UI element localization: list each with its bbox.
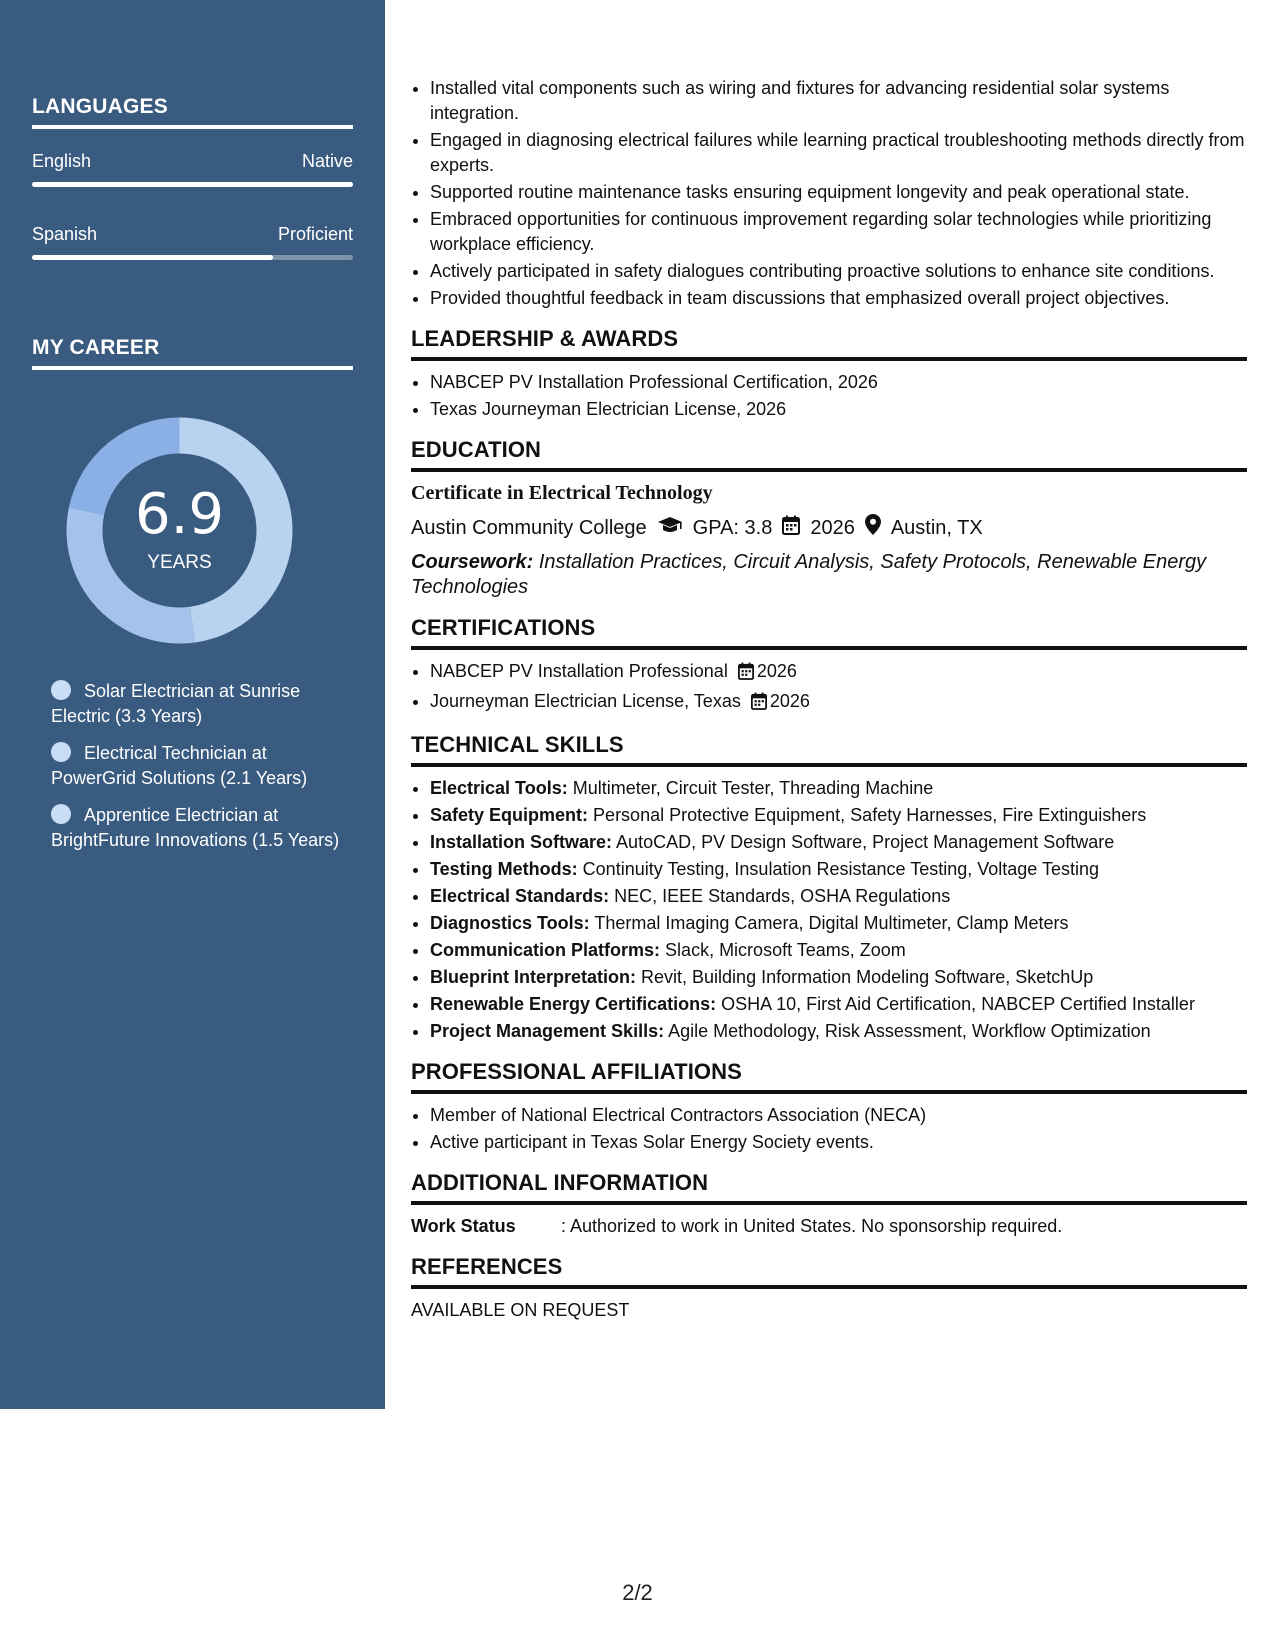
language-bar-english <box>32 182 353 187</box>
skill-label: Electrical Standards: <box>430 886 610 906</box>
list-item <box>430 992 1247 1017</box>
education-gpa: GPA: 3.8 <box>692 516 773 539</box>
language-name: Spanish <box>32 224 98 244</box>
affiliations-list <box>411 1103 1247 1155</box>
references-text: AVAILABLE ON REQUEST <box>411 1300 630 1320</box>
skill-value: Multimeter, Circuit Tester, Threading Machine <box>572 778 934 798</box>
career-item-label: Solar Electrician at Sunrise Electric (3.3 Years) <box>51 681 301 726</box>
graduation-cap-icon <box>657 516 683 541</box>
skill-label: Project Management Skills: <box>430 1021 665 1041</box>
language-row-spanish <box>32 224 353 245</box>
certification-name: NABCEP PV Installation Professional <box>430 661 728 681</box>
language-bar-fill <box>32 255 273 260</box>
list-item <box>430 857 1247 882</box>
page-number: 2/2 <box>622 1580 653 1605</box>
skill-label: Safety Equipment: <box>430 805 589 825</box>
skill-label: Installation Software: <box>430 832 613 852</box>
main-content <box>411 76 1247 1323</box>
list-item: • NABCEP PV Installation Professional Certification, 2026 <box>430 370 1247 395</box>
certifications-list <box>411 659 1247 717</box>
bullet-dot-icon <box>51 804 71 824</box>
education-degree: Certificate in Electrical Technology <box>411 482 713 504</box>
skill-value: Slack, Microsoft Teams, Zoom <box>665 940 906 960</box>
career-section <box>32 336 353 370</box>
section-title-additional: ADDITIONAL INFORMATION <box>411 1169 1247 1205</box>
career-item <box>51 803 351 853</box>
list-item: • Engaged in diagnosing electrical failures while learning practical troubleshooting methods directly from experts. <box>430 128 1247 178</box>
bullet-dot-icon <box>51 742 71 762</box>
career-list <box>51 679 351 865</box>
language-row-english <box>32 151 353 172</box>
list-item: • Supported routine maintenance tasks ensuring equipment longevity and peak operational state. <box>430 180 1247 205</box>
list-item <box>430 803 1247 828</box>
location-pin-icon <box>865 514 881 542</box>
work-status-label: Work Status <box>411 1216 516 1236</box>
skill-value: AutoCAD, PV Design Software, Project Management Software <box>616 832 1115 852</box>
list-item: • Installed vital components such as wiring and fixtures for advancing residential solar systems integration. <box>430 76 1247 126</box>
skill-label: Renewable Energy Certifications: <box>430 994 717 1014</box>
skill-label: Blueprint Interpretation: <box>430 967 636 987</box>
career-total-label <box>66 417 293 644</box>
list-item: • Member of National Electrical Contractors Association (NECA) <box>430 1103 1247 1128</box>
skill-label: Electrical Tools: <box>430 778 568 798</box>
language-level: Native <box>301 151 353 171</box>
education-year: 2026 <box>810 516 855 539</box>
certification-year: 2026 <box>756 661 797 681</box>
language-level: Proficient <box>277 224 353 244</box>
list-item <box>430 776 1247 801</box>
skill-label: Communication Platforms: <box>430 940 661 960</box>
list-item: • Provided thoughtful feedback in team discussions that emphasized overall project objectives. <box>430 286 1247 311</box>
skill-value: NEC, IEEE Standards, OSHA Regulations <box>614 886 951 906</box>
list-item <box>430 659 1247 687</box>
list-item: • Actively participated in safety dialogues contributing proactive solutions to enhance site conditions. <box>430 259 1247 284</box>
section-title-education: EDUCATION <box>411 436 1247 472</box>
calendar-icon <box>751 692 767 717</box>
language-bar-fill <box>32 182 353 187</box>
list-item: • Texas Journeyman Electrician License, 2026 <box>430 397 1247 422</box>
skills-list <box>411 776 1247 1044</box>
education-coursework <box>411 550 1247 600</box>
career-total-value: 6.9 <box>134 482 225 547</box>
certification-year: 2026 <box>769 691 810 711</box>
career-total-unit: YEARS <box>147 552 212 573</box>
skill-value: Continuity Testing, Insulation Resistance Testing, Voltage Testing <box>582 859 1099 879</box>
calendar-icon <box>738 662 754 687</box>
career-item-label: Apprentice Electrician at BrightFuture Innovations (1.5 Years) <box>51 805 340 850</box>
list-item <box>430 689 1247 717</box>
career-item <box>51 741 351 791</box>
coursework-label: Coursework: <box>411 551 534 573</box>
section-title-skills: TECHNICAL SKILLS <box>411 731 1247 767</box>
skill-label: Testing Methods: <box>430 859 578 879</box>
language-name: English <box>32 151 92 171</box>
experience-bullets <box>411 76 1247 311</box>
career-item <box>51 679 351 729</box>
career-heading: MY CAREER <box>32 336 353 370</box>
section-title-affiliations: PROFESSIONAL AFFILIATIONS <box>411 1058 1247 1094</box>
language-bar-spanish <box>32 255 353 260</box>
list-item: • Embraced opportunities for continuous improvement regarding solar technologies while prioritizing workplace efficiency. <box>430 207 1247 257</box>
coursework-text: Installation Practices, Circuit Analysis, Safety Protocols, Renewable Energy Technologies <box>411 551 1207 598</box>
education-location: Austin, TX <box>890 516 983 539</box>
skill-value: Personal Protective Equipment, Safety Harnesses, Fire Extinguishers <box>593 805 1147 825</box>
skill-label: Diagnostics Tools: <box>430 913 590 933</box>
calendar-icon <box>782 515 800 542</box>
certification-name: Journeyman Electrician License, Texas <box>430 691 741 711</box>
section-title-certifications: CERTIFICATIONS <box>411 614 1247 650</box>
career-item-label: Electrical Technician at PowerGrid Solutions (2.1 Years) <box>51 743 308 788</box>
list-item <box>430 830 1247 855</box>
work-status-row <box>411 1214 1247 1239</box>
education-school: Austin Community College <box>411 516 647 539</box>
section-title-leadership: LEADERSHIP & AWARDS <box>411 325 1247 361</box>
work-status-value: : Authorized to work in United States. No sponsorship required. <box>561 1216 1063 1236</box>
list-item <box>430 911 1247 936</box>
section-title-references: REFERENCES <box>411 1253 1247 1289</box>
list-item <box>430 884 1247 909</box>
skill-value: Revit, Building Information Modeling Software, SketchUp <box>641 967 1094 987</box>
languages-heading: LANGUAGES <box>32 95 353 129</box>
leadership-list <box>411 370 1247 422</box>
education-meta <box>411 514 1247 542</box>
list-item <box>430 938 1247 963</box>
skill-value: Agile Methodology, Risk Assessment, Workflow Optimization <box>668 1021 1151 1041</box>
sidebar <box>0 0 385 1409</box>
list-item <box>430 965 1247 990</box>
list-item: • Active participant in Texas Solar Energy Society events. <box>430 1130 1247 1155</box>
languages-section <box>32 95 353 260</box>
bullet-dot-icon <box>51 680 71 700</box>
skill-value: Thermal Imaging Camera, Digital Multimeter, Clamp Meters <box>594 913 1069 933</box>
skill-value: OSHA 10, First Aid Certification, NABCEP Certified Installer <box>721 994 1195 1014</box>
list-item <box>430 1019 1247 1044</box>
career-donut-chart <box>66 417 293 644</box>
